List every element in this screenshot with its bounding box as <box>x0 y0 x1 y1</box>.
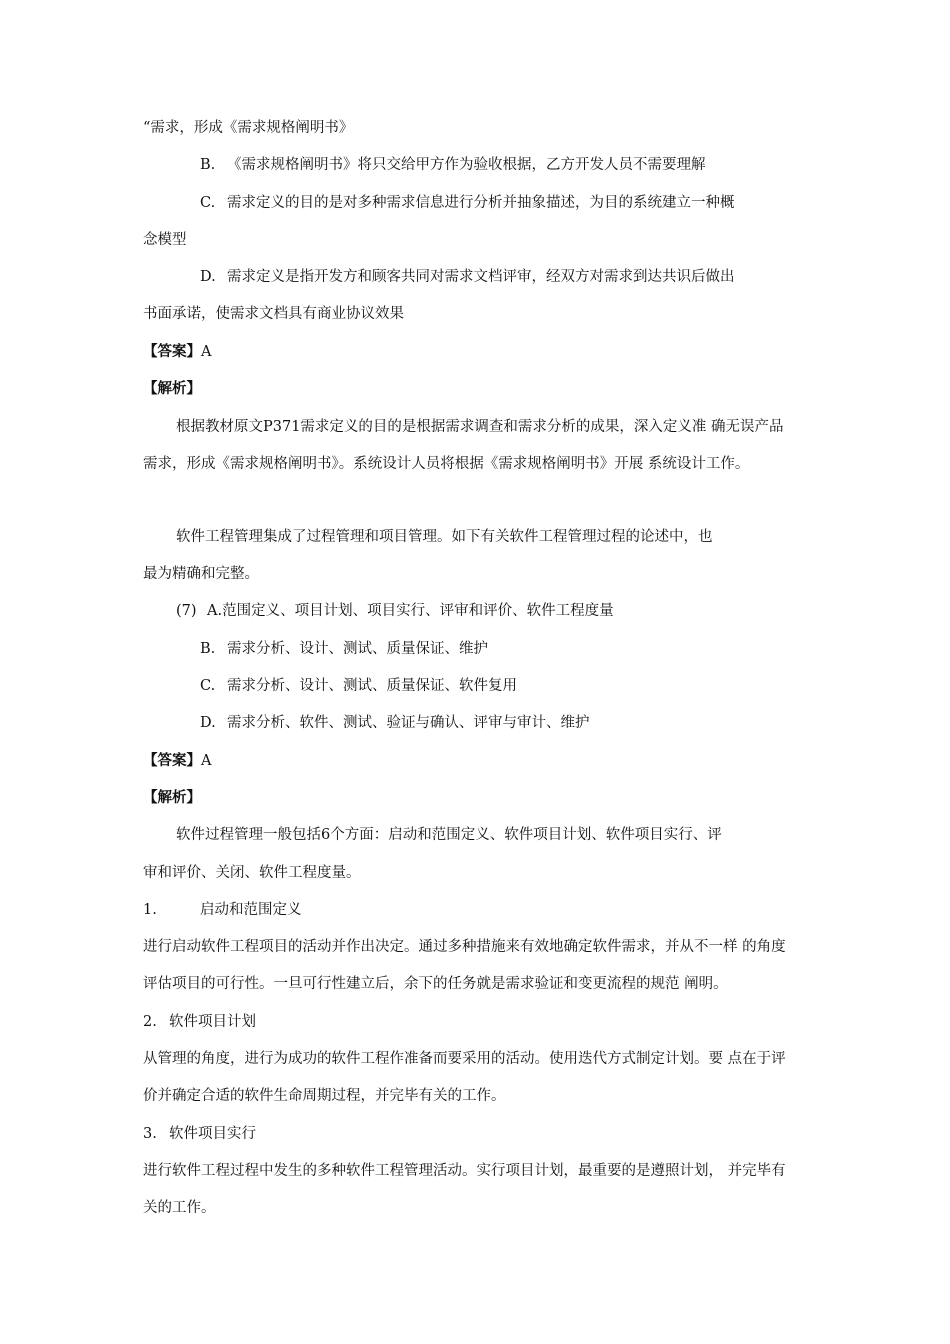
option-d <box>200 713 590 733</box>
answer <box>143 751 211 771</box>
answer-label: 【答案】 <box>143 343 201 360</box>
option-text: 需求定义是指开发方和顾客共同对需求文档评审，经双方对需求到达共识后做出 <box>227 269 735 285</box>
option-c-continuation: 念模型 <box>143 232 187 248</box>
option-letter: C. <box>200 678 216 694</box>
section-body: 价并确定合适的软件生命周期过程，并完毕有关的工作。 <box>143 1088 506 1104</box>
option-letter: C. <box>200 195 216 211</box>
section-number: 2. <box>143 1014 157 1030</box>
analysis-text: 审和评价、关闭、软件工程度量。 <box>143 865 361 881</box>
section-heading <box>143 1124 256 1144</box>
option-text: 需求分析、设计、测试、质量保证、维护 <box>227 641 488 657</box>
option-letter: D. <box>200 715 216 731</box>
option-a-continuation: “需求，形成《需求规格阐明书》 <box>143 120 354 136</box>
question-stem: 最为精确和完整。 <box>143 566 259 582</box>
section-body: 从管理的角度，进行为成功的软件工程作准备而要采用的活动。使用迭代方式制定计划。要 点在于评 <box>143 1051 786 1067</box>
option-letter: B. <box>200 641 216 657</box>
section-heading <box>143 1012 256 1032</box>
answer-value: A <box>201 753 212 769</box>
option-d <box>200 267 735 287</box>
option-text: 需求分析、设计、测试、质量保证、软件复用 <box>227 678 517 694</box>
answer <box>143 342 211 362</box>
section-title: 启动和范围定义 <box>200 902 302 918</box>
section-body: 进行软件工程过程中发生的多种软件工程管理活动。实行项目计划，最重要的是遵照计划， 并完毕有 <box>143 1163 786 1179</box>
option-text: 《需求规格阐明书》将只交给甲方作为验收根据，乙方开发人员不需要理解 <box>227 157 706 173</box>
question-stem: 软件工程管理集成了过程管理和项目管理。如下有关软件工程管理过程的论述中，也 <box>176 529 713 545</box>
question-number: (7) <box>176 603 197 619</box>
section-title: 软件项目实行 <box>169 1126 256 1142</box>
option-letter: D. <box>200 269 216 285</box>
option-text: A.范围定义、项目计划、项目实行、评审和评价、软件工程度量 <box>207 603 614 619</box>
answer-value: A <box>201 344 212 360</box>
option-text: 需求分析、软件、测试、验证与确认、评审与审计、维护 <box>227 715 590 731</box>
answer-label: 【答案】 <box>143 752 201 769</box>
option-b <box>200 155 706 175</box>
option-c <box>200 193 735 213</box>
section-title: 软件项目计划 <box>169 1014 256 1030</box>
option-c <box>200 676 517 696</box>
section-number: 1. <box>143 902 157 918</box>
section-body: 关的工作。 <box>143 1200 216 1216</box>
analysis-text: 软件过程管理一般包括6个方面：启动和范围定义、软件项目计划、软件项目实行、评 <box>176 827 722 843</box>
section-number: 3. <box>143 1126 157 1142</box>
analysis-text: 根据教材原文P371需求定义的目的是根据需求调查和需求分析的成果，深入定义准 确无误产品 <box>176 419 784 435</box>
option-text: 需求定义的目的是对多种需求信息进行分析并抽象描述，为目的系统建立一种概 <box>227 195 735 211</box>
section-heading <box>143 900 302 920</box>
analysis-label: 【解析】 <box>143 789 201 806</box>
option-a <box>176 601 614 621</box>
section-body: 评估项目的可行性。一旦可行性建立后，余下的任务就是需求验证和变更流程的规范 阐明。 <box>143 976 728 992</box>
analysis-text: 需求，形成《需求规格阐明书》。系统设计人员将根据《需求规格阐明书》开展 系统设计工作。 <box>143 456 750 472</box>
analysis-label: 【解析】 <box>143 380 201 397</box>
section-body: 进行启动软件工程项目的活动并作出决定。通过多种措施来有效地确定软件需求，并从不一样 的角度 <box>143 939 786 955</box>
option-b <box>200 639 488 659</box>
option-d-continuation: 书面承诺，使需求文档具有商业协议效果 <box>143 306 404 322</box>
option-letter: B. <box>200 157 216 173</box>
